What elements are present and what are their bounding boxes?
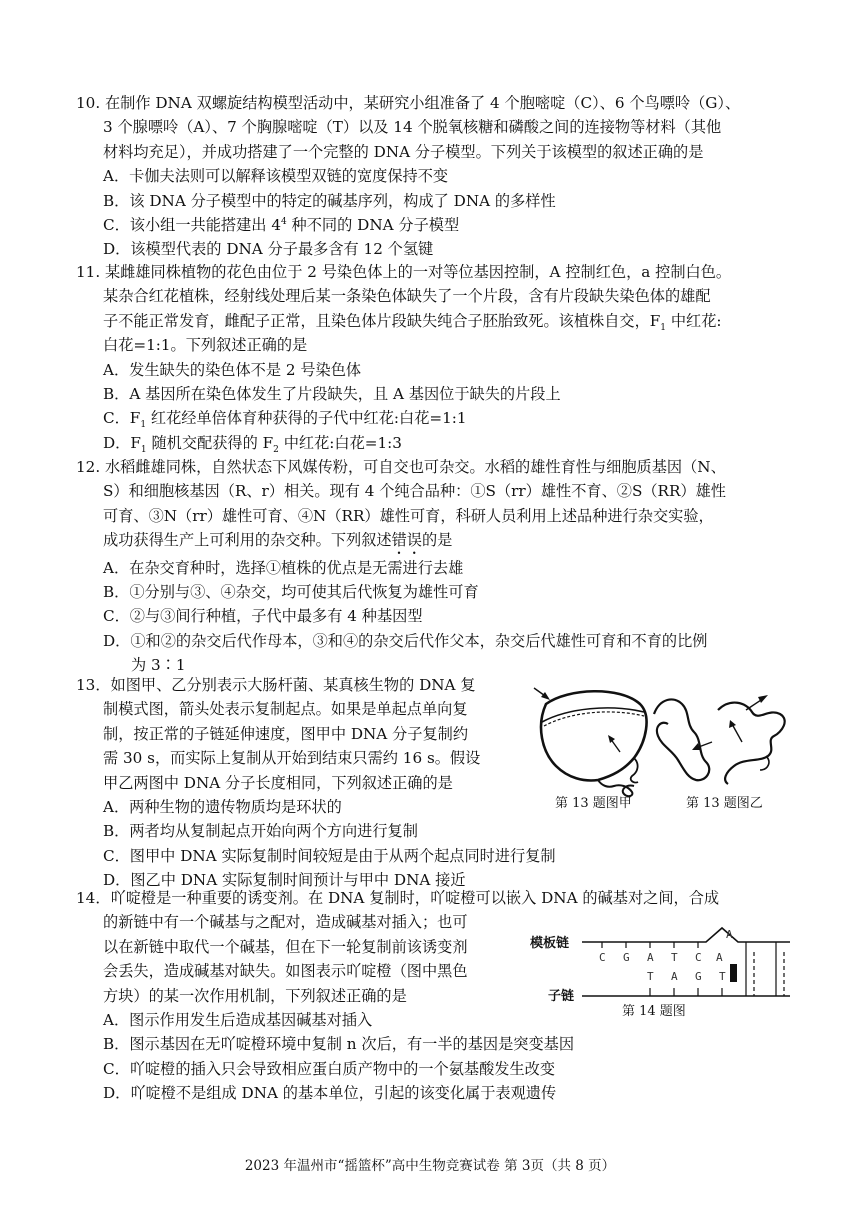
q11-stem-line-4: 白花=1:1。下列叙述正确的是 (103, 336, 308, 355)
daughter-base: T (719, 970, 726, 983)
daughter-base: T (647, 970, 654, 983)
q14-stem-line-2: 的新链中有一个碱基与之配对，造成碱基对插入；也可 (103, 913, 468, 932)
q14-stem-line-5: 方块）的某一次作用机制，下列叙述正确的是 (103, 986, 407, 1005)
q11-stem-line-3: 子不能正常发育，雌配子正常，且染色体片段缺失纯合子胚胎致死。该植株自交，$F_1$ 中红花: (103, 311, 722, 333)
q10-stem-line-2: 3 个腺嘌呤（A）、7 个胸腺嘧啶（T）以及 14 个脱氧核糖和磷酸之间的连接物等材料（其他 (103, 118, 722, 137)
q11-stem-line-2: 某杂合红花植株，经射线处理后某一条染色体缺失了一个片段，含有片段缺失染色体的雄配 (103, 287, 711, 306)
template-strand-line (582, 928, 790, 942)
q12-option-d-continued: 为 3∶1 (131, 656, 186, 675)
q10-option-b: B．该 DNA 分子模型中的特定的碱基序列，构成了 DNA 的多样性 (103, 191, 556, 210)
template-base: A (726, 928, 733, 941)
q14-option-a: A．图示作用发生后造成基因碱基对插入 (103, 1010, 373, 1029)
q14-stem-line-4: 会丢失，造成碱基对缺失。如图表示吖啶橙（图中黑色 (103, 962, 468, 981)
figure-13-b-linear-dna (648, 684, 798, 788)
q13-stem-line-4: 需 30 s，而实际上复制从开始到结束只需约 16 s。假设 (103, 749, 481, 768)
q10-stem-line-1: 10. 在制作 DNA 双螺旋结构模型活动中，某研究小组准备了 4 个胞嘧啶（C）、6 个鸟嘌呤（G）、 (76, 94, 741, 112)
q10-stem-line-3: 材料均充足），并成功搭建了一个完整的 DNA 分子模型。下列关于该模型的叙述正确的是 (103, 142, 704, 161)
q10-option-c: C．该小组一共能搭建出 $4^4$ 种不同的 DNA 分子模型 (103, 215, 460, 234)
figure-14-caption: 第 14 题图 (622, 1004, 686, 1019)
q13-option-a: A．两种生物的遗传物质均是环状的 (103, 797, 342, 816)
daughter-base: G (695, 970, 702, 983)
q14-option-c: C．吖啶橙的插入只会导致相应蛋白质产物中的一个氨基酸发生改变 (103, 1059, 556, 1078)
q13-option-d: D．图乙中 DNA 实际复制时间预计与甲中 DNA 接近 (103, 871, 466, 890)
question-10 (76, 91, 800, 262)
template-base: C (599, 951, 606, 964)
q11-option-c: C．$F_1$ 红花经单倍体育种获得的子代中红花:白花=1:1 (103, 409, 467, 431)
figure-13-a-circular-dna (528, 682, 660, 800)
q14-option-b: B．图示基因在无吖啶橙环境中复制 n 次后，有一半的基因是突变基因 (103, 1035, 575, 1054)
template-base: T (671, 951, 678, 964)
q13-option-c: C．图甲中 DNA 实际复制时间较短是由于从两个起点同时进行复制 (103, 846, 556, 865)
figure-13-a-caption: 第 13 题图甲 (555, 796, 632, 811)
q14-stem-line-3: 以在新链中取代一个碱基，但在下一轮复制前该诱变剂 (103, 937, 468, 956)
q12-option-b: B．①分别与③、④杂交，均可使其后代恢复为雄性可育 (103, 582, 479, 601)
q13-option-b: B．两者均从复制起点开始向两个方向进行复制 (103, 822, 418, 841)
q10-option-d: D．该模型代表的 DNA 分子最多含有 12 个氢键 (103, 240, 434, 259)
question-12 (76, 455, 800, 678)
q13-stem-line-1: 13．如图甲、乙分别表示大肠杆菌、某真核生物的 DNA 复 (76, 676, 476, 694)
figure-13-b-caption: 第 13 题图乙 (686, 796, 763, 811)
template-base: A (716, 951, 723, 964)
q12-stem-line-4: 成功获得生产上可利用的杂交种。下列叙述错误的是 (103, 531, 453, 550)
template-strand-label: 模板链 (530, 936, 570, 951)
q13-stem-line-2: 制模式图，箭头处表示复制起点。如果是单起点单向复 (103, 700, 468, 719)
q12-option-d: D．①和②的杂交后代作母本，③和④的杂交后代作父本，杂交后代雄性可育和不育的比例 (103, 631, 708, 650)
daughter-strand-label: 子链 (548, 989, 575, 1004)
q12-stem-line-3: 可育、③N（rr）雄性可育、④N（RR）雄性可育，科研人员利用上述品种进行杂交实验， (103, 506, 714, 525)
page-footer: 2023 年温州市“摇篮杯”高中生物竞赛试卷 第 3页（共 8 页） (244, 1158, 616, 1174)
template-base: C (695, 951, 702, 964)
template-base: A (647, 951, 654, 964)
q14-option-d: D．吖啶橙不是组成 DNA 的基本单位，引起的该变化属于表观遗传 (103, 1084, 557, 1103)
question-11 (76, 260, 800, 455)
q11-stem-line-1: 11. 某雌雄同株植物的花色由位于 2 号染色体上的一对等位基因控制，A 控制红色，a 控制白色。 (76, 263, 732, 281)
q13-stem-line-3: 制，按正常的子链延伸速度，图甲中 DNA 分子复制约 (103, 724, 469, 743)
q10-option-a: A．卡伽夫法则可以解释该模型双链的宽度保持不变 (103, 167, 449, 186)
acridine-orange-block (730, 964, 737, 982)
emphasis-mark: 错误 (391, 531, 422, 550)
q12-option-a: A．在杂交育种时，选择①植株的优点是无需进行去雄 (103, 558, 464, 577)
q14-stem-line-1: 14．吖啶橙是一种重要的诱变剂。在 DNA 复制时，吖啶橙可以嵌入 DNA 的碱基对之间，合成 (76, 889, 720, 907)
q12-stem-line-1: 12. 水稻雌雄同株，自然状态下风媒传粉，可自交也可杂交。水稻的雄性育性与细胞质基因（N、 (76, 458, 726, 476)
q11-option-a: A．发生缺失的染色体不是 2 号染色体 (103, 360, 362, 379)
q11-option-d: D．$F_1$ 随机交配获得的 $F_2$ 中红花:白花=1:3 (103, 433, 402, 455)
template-base: G (623, 951, 630, 964)
q13-stem-line-5: 甲乙两图中 DNA 分子长度相同，下列叙述正确的是 (103, 773, 453, 792)
q12-stem-line-2: S）和细胞核基因（R、r）相关。现有 4 个纯合品种：①S（rr）雄性不育、②S（RR）雄性 (103, 482, 726, 501)
q11-option-b: B．A 基因所在染色体发生了片段缺失，且 A 基因位于缺失的片段上 (103, 384, 561, 403)
q12-option-c: C．②与③间行种植，子代中最多有 4 种基因型 (103, 607, 423, 626)
daughter-base: A (671, 970, 678, 983)
